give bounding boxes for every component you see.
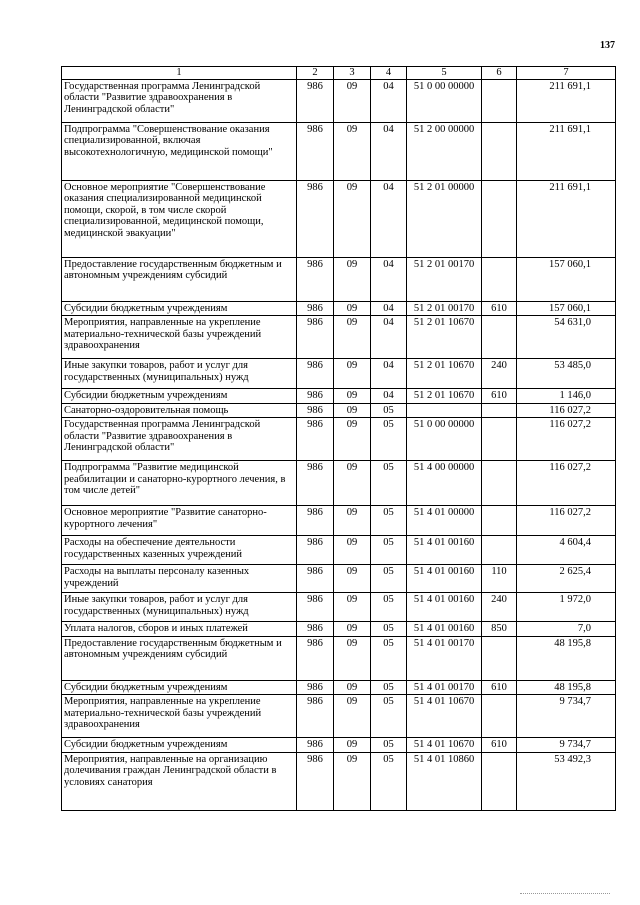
cell-grbs: 986 xyxy=(297,316,334,359)
footer-line xyxy=(520,893,610,895)
cell-subsection: 04 xyxy=(371,79,407,122)
cell-section: 09 xyxy=(334,593,371,622)
cell-expense-type xyxy=(482,418,517,461)
cell-expense-type xyxy=(482,180,517,257)
cell-amount: 48 195,8 xyxy=(517,636,616,680)
cell-expense-type xyxy=(482,461,517,506)
cell-target-article: 51 4 01 00160 xyxy=(407,593,482,622)
cell-name: Основное мероприятие "Развитие санаторно-курортного лечения" xyxy=(62,506,297,536)
cell-subsection: 04 xyxy=(371,257,407,301)
header-col-1: 1 xyxy=(62,67,297,80)
cell-name: Подпрограмма "Совершенствование оказания специализированной, включая высокотехнологичную, медицинской помощи" xyxy=(62,122,297,180)
cell-grbs: 986 xyxy=(297,565,334,593)
cell-section: 09 xyxy=(334,316,371,359)
cell-expense-type xyxy=(482,695,517,738)
cell-grbs: 986 xyxy=(297,301,334,316)
table-row xyxy=(62,389,616,404)
cell-name: Субсидии бюджетным учреждениям xyxy=(62,389,297,404)
table-row xyxy=(62,403,616,418)
cell-expense-type: 850 xyxy=(482,622,517,637)
cell-amount: 211 691,1 xyxy=(517,180,616,257)
cell-target-article: 51 2 01 00000 xyxy=(407,180,482,257)
cell-grbs: 986 xyxy=(297,536,334,565)
cell-name: Субсидии бюджетным учреждениям xyxy=(62,738,297,753)
cell-name: Мероприятия, направленные на организацию долечивания граждан Ленинградской области в условиях санатория xyxy=(62,752,297,810)
cell-section: 09 xyxy=(334,359,371,389)
cell-section: 09 xyxy=(334,461,371,506)
cell-expense-type xyxy=(482,257,517,301)
cell-subsection: 05 xyxy=(371,738,407,753)
cell-name: Мероприятия, направленные на укрепление материально-технической базы учреждений здравоохранения xyxy=(62,695,297,738)
cell-subsection: 05 xyxy=(371,695,407,738)
cell-grbs: 986 xyxy=(297,418,334,461)
cell-target-article: 51 0 00 00000 xyxy=(407,79,482,122)
cell-expense-type xyxy=(482,79,517,122)
header-col-2: 2 xyxy=(297,67,334,80)
cell-grbs: 986 xyxy=(297,506,334,536)
cell-section: 09 xyxy=(334,180,371,257)
cell-section: 09 xyxy=(334,680,371,695)
cell-subsection: 05 xyxy=(371,622,407,637)
cell-expense-type: 240 xyxy=(482,593,517,622)
cell-target-article: 51 0 00 00000 xyxy=(407,418,482,461)
table-row xyxy=(62,418,616,461)
cell-name: Предоставление государственным бюджетным и автономным учреждениям субсидий xyxy=(62,257,297,301)
cell-expense-type xyxy=(482,122,517,180)
cell-subsection: 05 xyxy=(371,680,407,695)
cell-amount: 4 604,4 xyxy=(517,536,616,565)
cell-subsection: 04 xyxy=(371,389,407,404)
cell-grbs: 986 xyxy=(297,752,334,810)
cell-section: 09 xyxy=(334,752,371,810)
cell-expense-type: 610 xyxy=(482,301,517,316)
header-col-5: 5 xyxy=(407,67,482,80)
cell-section: 09 xyxy=(334,622,371,637)
cell-amount: 116 027,2 xyxy=(517,418,616,461)
cell-amount: 157 060,1 xyxy=(517,257,616,301)
cell-amount: 211 691,1 xyxy=(517,122,616,180)
page-number: 137 xyxy=(600,40,615,51)
cell-subsection: 04 xyxy=(371,359,407,389)
cell-expense-type: 110 xyxy=(482,565,517,593)
cell-target-article: 51 4 00 00000 xyxy=(407,461,482,506)
header-col-6: 6 xyxy=(482,67,517,80)
cell-target-article: 51 4 01 10670 xyxy=(407,738,482,753)
cell-subsection: 05 xyxy=(371,461,407,506)
cell-subsection: 05 xyxy=(371,593,407,622)
cell-subsection: 05 xyxy=(371,418,407,461)
cell-name: Государственная программа Ленинградской области "Развитие здравоохранения в Ленинградской области" xyxy=(62,79,297,122)
cell-name: Мероприятия, направленные на укрепление материально-технической базы учреждений здравоохранения xyxy=(62,316,297,359)
cell-expense-type: 240 xyxy=(482,359,517,389)
table-row xyxy=(62,536,616,565)
cell-subsection: 05 xyxy=(371,536,407,565)
cell-expense-type xyxy=(482,636,517,680)
table-row xyxy=(62,752,616,810)
cell-section: 09 xyxy=(334,418,371,461)
cell-target-article: 51 2 00 00000 xyxy=(407,122,482,180)
cell-amount: 54 631,0 xyxy=(517,316,616,359)
table-row xyxy=(62,680,616,695)
cell-amount: 116 027,2 xyxy=(517,506,616,536)
cell-subsection: 05 xyxy=(371,752,407,810)
cell-target-article: 51 4 01 00160 xyxy=(407,536,482,565)
cell-expense-type: 610 xyxy=(482,680,517,695)
table-row xyxy=(62,565,616,593)
cell-expense-type xyxy=(482,536,517,565)
table-row xyxy=(62,695,616,738)
cell-expense-type: 610 xyxy=(482,738,517,753)
cell-name: Государственная программа Ленинградской области "Развитие здравоохранения в Ленинградской области" xyxy=(62,418,297,461)
table-row xyxy=(62,461,616,506)
cell-name: Иные закупки товаров, работ и услуг для государственных (муниципальных) нужд xyxy=(62,359,297,389)
cell-subsection: 05 xyxy=(371,403,407,418)
cell-section: 09 xyxy=(334,79,371,122)
cell-name: Основное мероприятие "Совершенствование оказания специализированной медицинской помощи, скорой, в том числе скорой специализированной, медицинской помощи, медицинской эвакуации" xyxy=(62,180,297,257)
cell-target-article: 51 2 01 00170 xyxy=(407,301,482,316)
cell-target-article xyxy=(407,403,482,418)
cell-section: 09 xyxy=(334,636,371,680)
header-col-3: 3 xyxy=(334,67,371,80)
table-row xyxy=(62,506,616,536)
cell-amount: 211 691,1 xyxy=(517,79,616,122)
cell-subsection: 04 xyxy=(371,301,407,316)
cell-target-article: 51 4 01 00000 xyxy=(407,506,482,536)
cell-amount: 1 146,0 xyxy=(517,389,616,404)
cell-grbs: 986 xyxy=(297,695,334,738)
cell-expense-type xyxy=(482,752,517,810)
cell-grbs: 986 xyxy=(297,359,334,389)
table-body xyxy=(62,79,616,810)
cell-expense-type xyxy=(482,506,517,536)
cell-name: Уплата налогов, сборов и иных платежей xyxy=(62,622,297,637)
cell-target-article: 51 4 01 00170 xyxy=(407,636,482,680)
cell-target-article: 51 2 01 00170 xyxy=(407,257,482,301)
cell-amount: 9 734,7 xyxy=(517,738,616,753)
cell-amount: 2 625,4 xyxy=(517,565,616,593)
cell-section: 09 xyxy=(334,257,371,301)
cell-section: 09 xyxy=(334,536,371,565)
cell-grbs: 986 xyxy=(297,403,334,418)
cell-target-article: 51 4 01 00160 xyxy=(407,622,482,637)
cell-section: 09 xyxy=(334,738,371,753)
cell-amount: 157 060,1 xyxy=(517,301,616,316)
cell-target-article: 51 2 01 10670 xyxy=(407,316,482,359)
cell-amount: 9 734,7 xyxy=(517,695,616,738)
cell-name: Субсидии бюджетным учреждениям xyxy=(62,301,297,316)
cell-target-article: 51 4 01 10860 xyxy=(407,752,482,810)
cell-section: 09 xyxy=(334,695,371,738)
cell-subsection: 05 xyxy=(371,636,407,680)
header-col-4: 4 xyxy=(371,67,407,80)
cell-expense-type xyxy=(482,316,517,359)
cell-amount: 1 972,0 xyxy=(517,593,616,622)
cell-subsection: 05 xyxy=(371,565,407,593)
cell-grbs: 986 xyxy=(297,680,334,695)
cell-target-article: 51 4 01 00160 xyxy=(407,565,482,593)
cell-target-article: 51 4 01 00170 xyxy=(407,680,482,695)
cell-amount: 53 485,0 xyxy=(517,359,616,389)
cell-name: Расходы на обеспечение деятельности государственных казенных учреждений xyxy=(62,536,297,565)
cell-name: Санаторно-оздоровительная помощь xyxy=(62,403,297,418)
cell-grbs: 986 xyxy=(297,257,334,301)
cell-section: 09 xyxy=(334,122,371,180)
table-row xyxy=(62,122,616,180)
cell-target-article: 51 2 01 10670 xyxy=(407,359,482,389)
cell-section: 09 xyxy=(334,301,371,316)
cell-grbs: 986 xyxy=(297,122,334,180)
cell-subsection: 04 xyxy=(371,122,407,180)
table-row xyxy=(62,316,616,359)
cell-subsection: 04 xyxy=(371,316,407,359)
cell-grbs: 986 xyxy=(297,738,334,753)
cell-expense-type: 610 xyxy=(482,389,517,404)
header-col-7: 7 xyxy=(517,67,616,80)
table-row xyxy=(62,359,616,389)
cell-section: 09 xyxy=(334,389,371,404)
cell-amount: 7,0 xyxy=(517,622,616,637)
cell-target-article: 51 2 01 10670 xyxy=(407,389,482,404)
table-row xyxy=(62,180,616,257)
table-row xyxy=(62,622,616,637)
cell-name: Подпрограмма "Развитие медицинской реабилитации и санаторно-курортного лечения, в том числе детей" xyxy=(62,461,297,506)
table-row xyxy=(62,257,616,301)
table-row xyxy=(62,301,616,316)
cell-amount: 53 492,3 xyxy=(517,752,616,810)
cell-grbs: 986 xyxy=(297,461,334,506)
cell-target-article: 51 4 01 10670 xyxy=(407,695,482,738)
cell-amount: 48 195,8 xyxy=(517,680,616,695)
table-row xyxy=(62,738,616,753)
header-row xyxy=(62,67,616,80)
table-row xyxy=(62,79,616,122)
cell-amount: 116 027,2 xyxy=(517,461,616,506)
cell-section: 09 xyxy=(334,565,371,593)
cell-section: 09 xyxy=(334,403,371,418)
cell-name: Предоставление государственным бюджетным и автономным учреждениям субсидий xyxy=(62,636,297,680)
cell-name: Субсидии бюджетным учреждениям xyxy=(62,680,297,695)
table-row xyxy=(62,593,616,622)
cell-subsection: 04 xyxy=(371,180,407,257)
cell-expense-type xyxy=(482,403,517,418)
cell-section: 09 xyxy=(334,506,371,536)
cell-grbs: 986 xyxy=(297,180,334,257)
table-row xyxy=(62,636,616,680)
cell-name: Иные закупки товаров, работ и услуг для государственных (муниципальных) нужд xyxy=(62,593,297,622)
cell-grbs: 986 xyxy=(297,636,334,680)
budget-table xyxy=(61,66,616,811)
cell-grbs: 986 xyxy=(297,79,334,122)
cell-amount: 116 027,2 xyxy=(517,403,616,418)
cell-grbs: 986 xyxy=(297,622,334,637)
cell-subsection: 05 xyxy=(371,506,407,536)
cell-grbs: 986 xyxy=(297,389,334,404)
cell-name: Расходы на выплаты персоналу казенных учреждений xyxy=(62,565,297,593)
cell-grbs: 986 xyxy=(297,593,334,622)
